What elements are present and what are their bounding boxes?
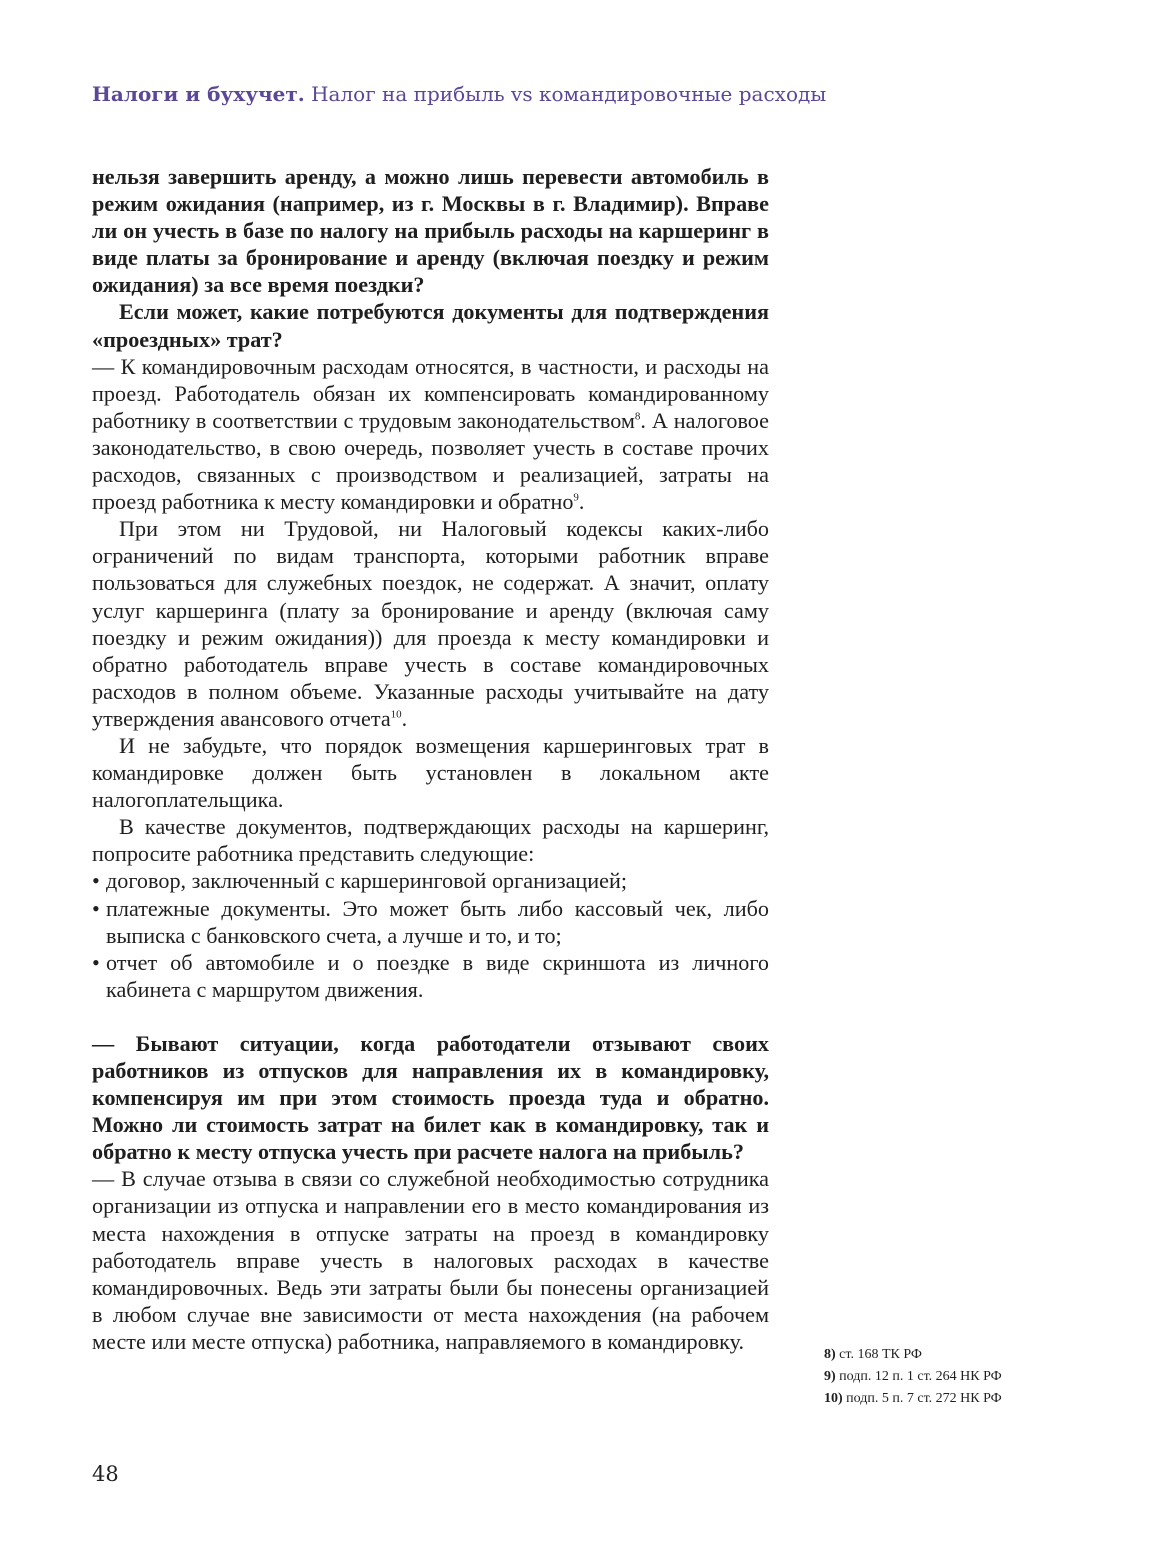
- answer-1-paragraph-1: [92, 353, 769, 516]
- footnote-number: 9): [824, 1369, 836, 1384]
- footnote-9: [824, 1366, 1002, 1388]
- page-number: 48: [92, 1462, 119, 1486]
- answer-1-p1-text2: . А налоговое законодательство, в свою очередь, позволяет учесть в составе прочих расходов, связанных с производством и реализацией, затраты на проезд работника к месту командировки и обратно: [92, 407, 769, 515]
- footnote-text: ст. 168 ТК РФ: [839, 1347, 922, 1362]
- footnote-text: подп. 12 п. 1 ст. 264 НК РФ: [839, 1369, 1002, 1384]
- footnote-ref-8: 8: [634, 410, 641, 423]
- question-2: — Бывают ситуации, когда работодатели отзывают своих работников из отпусков для направления их в командировку, компенсируя им при этом стоимость проезда туда и обратно. Можно ли стоимость затрат на билет как в командировку, так и обратно к месту отпуска учесть при расчете налога на прибыль?: [92, 1030, 769, 1165]
- answer-1-p1-text: — К командировочным расходам относятся, в частности, и расходы на проезд. Работодатель обязан их компенсировать командированному работнику в соответствии с трудовым законодательством: [92, 353, 769, 433]
- question-1-continued: нельзя завершить аренду, а можно лишь перевести автомобиль в режим ожидания (например, из г. Москвы в г. Владимир). Вправе ли он учесть в базе по налогу на прибыль расходы на каршеринг в виде платы за бронирование и аренду (включая поездку и режим ожидания) за все время поездки?: [92, 164, 769, 298]
- answer-1-p2-text: При этом ни Трудовой, ни Налоговый кодексы каких-либо ограничений по видам транспорта, которыми работник вправе пользоваться для служебных поездок, не содержат. А значит, оплату услуг каршеринга (плату за бронирование и аренду (включая саму поездку и режим ожидания)) для проезда к месту командировки и обратно работодатель вправе учесть в составе командировочных расходов в полном объеме. Указанные расходы учитывайте на дату утверждения авансового отчета: [92, 516, 769, 731]
- answer-1-p2-end: .: [401, 705, 408, 731]
- answer-1-paragraph-3: И не забудьте, что порядок возмещения каршеринговых трат в командировке должен быть установлен в локальном акте налогоплательщика.: [92, 732, 769, 813]
- running-header: [92, 82, 826, 106]
- footnote-8: [824, 1344, 1002, 1366]
- documents-list: [92, 867, 769, 1002]
- list-item: • платежные документы. Это может быть либо кассовый чек, либо выписка с банковского счета, а лучше и то, и то;: [92, 895, 769, 949]
- answer-2: — В случае отзыва в связи со служебной необходимостью сотрудника организации из отпуска и направлении его в место командирования из места нахождения в отпуске затраты на проезд в командировку работодатель вправе учесть в налоговых расходах в качестве командировочных. Ведь эти затраты были бы понесены организацией в любом случае вне зависимости от места нахождения (на рабочем месте или месте отпуска) работника, направляемого в командировку.: [92, 1166, 769, 1354]
- footnote-10: [824, 1388, 1002, 1410]
- answer-1-p1-end: .: [578, 489, 585, 515]
- question-1-followup: Если может, какие потребуются документы для подтверждения «проездных» трат?: [92, 299, 769, 352]
- footnote-number: 10): [824, 1391, 843, 1406]
- footnote-text: подп. 5 п. 7 ст. 272 НК РФ: [846, 1391, 1002, 1406]
- header-title: Налог на прибыль vs командировочные расходы: [311, 82, 827, 106]
- footnote-number: 8): [824, 1347, 836, 1362]
- list-item: • договор, заключенный с каршеринговой организацией;: [92, 867, 769, 894]
- header-section: Налоги и бухучет.: [92, 82, 305, 106]
- article-body: [92, 163, 769, 1355]
- footnote-ref-10: 10: [390, 708, 402, 721]
- footnotes: [824, 1344, 1002, 1410]
- answer-1-paragraph-4: В качестве документов, подтверждающих расходы на каршеринг, попросите работника представить следующие:: [92, 814, 769, 867]
- list-item: • отчет об автомобиле и о поездке в виде скриншота из личного кабинета с маршрутом движения.: [92, 949, 769, 1003]
- answer-1-paragraph-2: [92, 515, 769, 732]
- section-gap: [92, 1003, 769, 1030]
- footnote-ref-9: 9: [573, 491, 579, 504]
